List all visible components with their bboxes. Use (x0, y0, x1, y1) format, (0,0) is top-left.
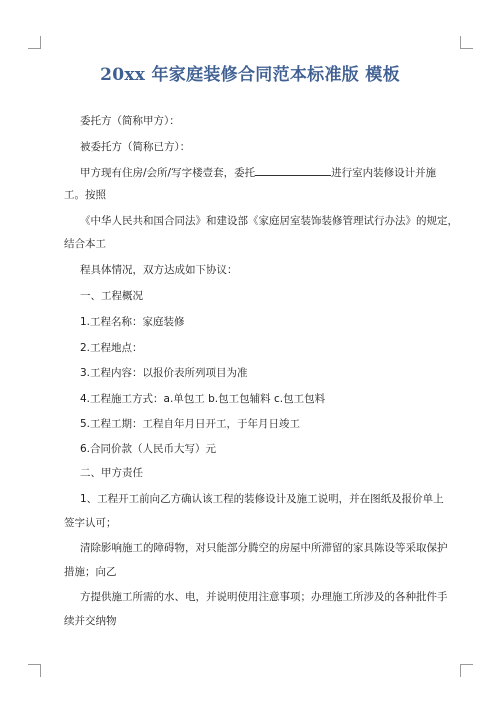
section-heading: 二、甲方责任 (80, 467, 143, 479)
entrust-text-end: 进行室内装修设计并施 (331, 167, 437, 179)
title-text: 年家庭装修合同范本标准版 模板 (145, 65, 400, 85)
client-line: 委托方（简称甲方）： (80, 115, 180, 127)
paragraph-line: 结合本工 (64, 238, 106, 250)
paragraph-line: 《中华人民共和国合同法》和建设部《家庭居室装饰装修管理试行办法》的规定， (80, 215, 458, 227)
crop-mark-bottom-left (28, 664, 41, 677)
entrust-text: 甲方现有住房/会所/写字楼壹套，委托 (80, 167, 256, 179)
list-item: 5.工程工期：工程自年月日开工，于年月日竣工 (80, 418, 301, 430)
paragraph-line: 清除影响施工的障碍物，对只能部分腾空的房屋中所滞留的家具陈设等采取保护 (80, 542, 448, 554)
paragraph-line: 签字认可； (64, 517, 117, 529)
list-item: 6.合同价款（人民币大写）元 (80, 443, 217, 455)
section-heading: 一、工程概况 (80, 290, 143, 302)
paragraph-line: 程具体情况，双方达成如下协议： (80, 264, 238, 276)
paragraph-line: 工。按照 (64, 189, 106, 201)
list-item: 3.工程内容：以报价表所列项目为准 (80, 367, 248, 379)
document-title (0, 60, 500, 85)
crop-mark-top-left (28, 36, 41, 49)
crop-mark-bottom-right (460, 664, 473, 677)
list-item: 1.工程名称：家庭装修 (80, 316, 185, 328)
contractor-line: 被委托方（简称已方）： (80, 141, 191, 153)
paragraph-line: 1、工程开工前向乙方确认该工程的装修设计及施工说明，并在图纸及报价单上 (80, 493, 444, 505)
list-item: 4.工程施工方式：a.单包工 b.包工包辅料 c.包工包料 (80, 393, 326, 405)
crop-mark-top-right (460, 36, 473, 49)
paragraph-line: 方提供施工所需的水、电，并说明使用注意事项；办理施工所涉及的各种批件手 (80, 591, 448, 603)
list-item: 2.工程地点： (80, 342, 143, 354)
blank-fill-line (255, 165, 331, 176)
paragraph-line: 措施；向乙 (64, 566, 117, 578)
paragraph-line: 续并交纳物 (64, 615, 117, 627)
title-year: 20xx (100, 65, 146, 85)
paragraph-line (80, 165, 436, 180)
